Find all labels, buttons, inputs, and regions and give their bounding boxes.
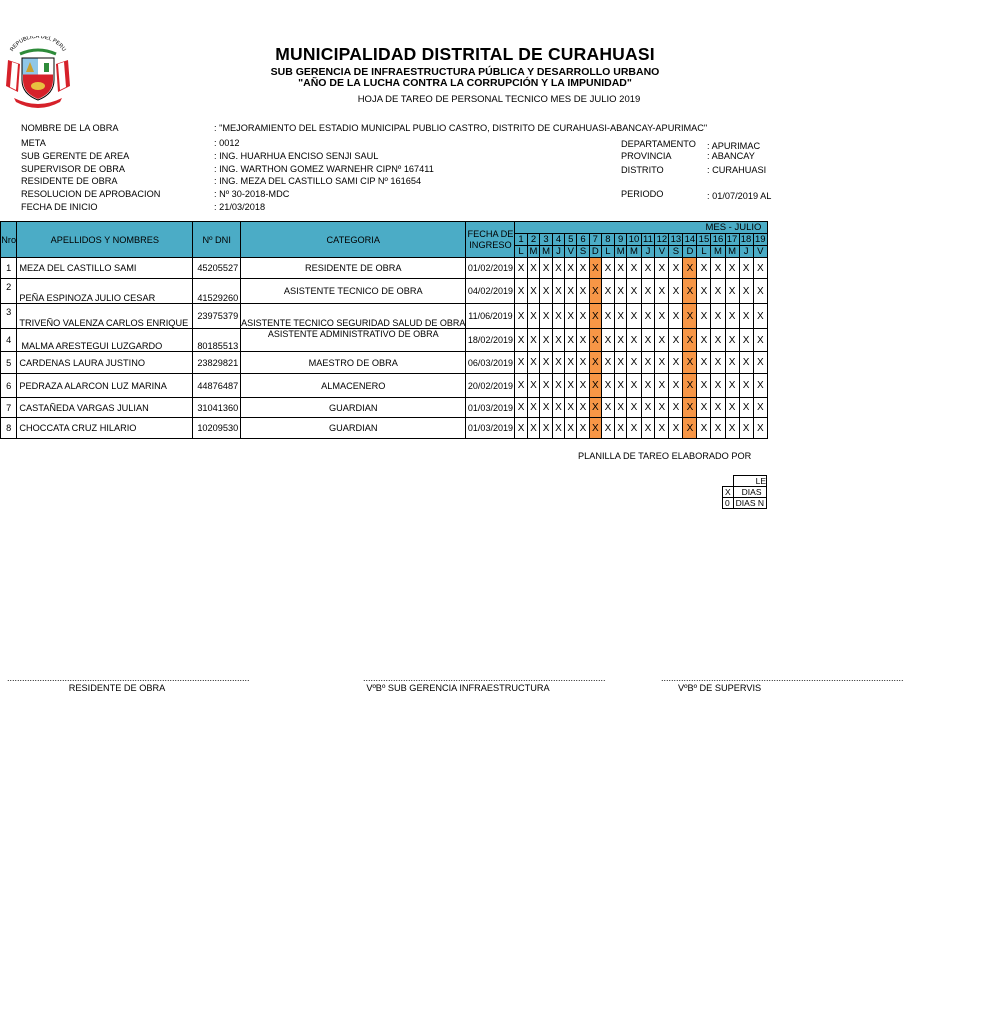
info-label: DISTRITO [621,165,664,175]
attendance-cell: X [515,418,527,439]
attendance-cell: X [589,398,601,418]
header-nro: Nro [1,222,17,258]
attendance-cell: X [577,352,589,374]
attendance-cell: X [577,374,589,398]
attendance-cell: X [627,398,641,418]
attendance-cell: X [515,329,527,352]
weekday-header: V [655,246,669,258]
row-fecha: 06/03/2019 [466,352,515,374]
attendance-cell: X [641,304,655,329]
attendance-cell: X [601,374,614,398]
attendance-cell: X [697,279,711,304]
attendance-cell: X [725,418,739,439]
attendance-cell: X [669,418,683,439]
attendance-cell: X [739,258,753,279]
attendance-cell: X [540,398,553,418]
attendance-cell: X [565,352,577,374]
attendance-cell: X [697,374,711,398]
attendance-cell: X [540,352,553,374]
row-nro: 8 [1,418,17,439]
attendance-cell: X [683,279,697,304]
row-categoria: ALMACENERO [241,374,466,398]
attendance-cell: X [711,398,725,418]
weekday-header: M [527,246,540,258]
row-fecha: 04/02/2019 [466,279,515,304]
attendance-cell: X [565,258,577,279]
attendance-cell: X [589,329,601,352]
attendance-cell: X [655,279,669,304]
row-fecha: 11/06/2019 [466,304,515,329]
attendance-cell: X [655,352,669,374]
attendance-cell: X [527,352,540,374]
signature-line: ................................................................................................. [7,673,250,683]
attendance-cell: X [577,258,589,279]
attendance-cell: X [669,329,683,352]
info-value: : ING. HUARHUA ENCISO SENJI SAUL [214,151,379,161]
info-label: META [21,138,46,148]
attendance-cell: X [711,279,725,304]
signature-line: ................................................................................................. [363,673,606,683]
table-row [1,352,768,374]
attendance-cell: X [601,329,614,352]
attendance-cell: X [725,374,739,398]
header-fecha: FECHA DE INGRESO [466,222,515,258]
attendance-cell: X [614,418,627,439]
attendance-cell: X [540,374,553,398]
attendance-cell: X [552,279,564,304]
attendance-cell: X [739,418,753,439]
attendance-cell: X [655,398,669,418]
attendance-cell: X [614,258,627,279]
weekday-header: L [601,246,614,258]
row-dni: 45205527 [193,258,241,279]
attendance-cell: X [627,374,641,398]
legend-table [722,475,767,509]
attendance-cell: X [683,329,697,352]
day-number-header: 8 [601,234,614,246]
info-label: PROVINCIA [621,151,672,161]
attendance-cell: X [711,329,725,352]
row-nombre: CASTAÑEDA VARGAS JULIAN [17,398,193,418]
attendance-cell: X [627,329,641,352]
row-fecha: 20/02/2019 [466,374,515,398]
weekday-header: S [669,246,683,258]
attendance-cell: X [627,258,641,279]
row-nombre: CARDENAS LAURA JUSTINO [17,352,193,374]
attendance-cell: X [527,304,540,329]
attendance-cell: X [601,258,614,279]
attendance-cell: X [683,374,697,398]
day-number-header: 14 [684,233,696,245]
attendance-cell: X [753,279,767,304]
attendance-cell: X [540,418,553,439]
attendance-cell: X [697,398,711,418]
row-categoria: GUARDIAN [241,398,466,418]
attendance-cell: X [614,374,627,398]
signature-supervisor: VºBº DE SUPERVIS [678,683,762,693]
table-row [1,279,768,304]
row-categoria: ASISTENTE TECNICO SEGURIDAD SALUD DE OBRA [241,304,466,329]
legend-desc: DIAS N [733,498,766,509]
attendance-cell: X [627,418,641,439]
row-nro: 1 [1,258,17,279]
attendance-cell: X [601,398,614,418]
attendance-cell: X [753,304,767,329]
attendance-cell: X [577,418,589,439]
attendance-cell: X [552,329,564,352]
attendance-cell: X [725,279,739,304]
attendance-cell: X [711,258,725,279]
attendance-cell: X [589,304,601,329]
attendance-cell: X [565,279,577,304]
weekday-header: M [725,246,739,258]
day-number-header: 13 [670,233,682,245]
row-dni: 10209530 [193,418,241,439]
attendance-cell: X [641,258,655,279]
day-number-header: 18 [740,233,752,245]
weekday-header: J [552,246,564,258]
attendance-cell: X [669,374,683,398]
attendance-cell: X [725,304,739,329]
attendance-cell: X [739,304,753,329]
row-fecha: 01/03/2019 [466,418,515,439]
attendance-cell: X [552,304,564,329]
weekday-header: D [589,246,601,258]
row-fecha: 18/02/2019 [466,329,515,352]
attendance-cell: X [552,352,564,374]
day-number-header: 4 [552,234,564,246]
subtitle-hoja: HOJA DE TAREO DE PERSONAL TECNICO MES DE JULIO 2019 [357,94,641,105]
attendance-cell: X [739,398,753,418]
attendance-cell: X [589,374,601,398]
day-number-header: 7 [589,234,601,246]
attendance-cell: X [641,329,655,352]
row-nro: 5 [1,352,17,374]
info-value: : Nº 30-2018-MDC [214,189,290,199]
legend-code: X [723,487,734,498]
row-nro: 2 [1,279,17,304]
row-nro: 7 [1,398,17,418]
day-number-header: 15 [698,233,710,245]
table-row [1,374,768,398]
weekday-header: V [565,246,577,258]
attendance-cell: X [725,398,739,418]
attendance-cell: X [565,418,577,439]
info-value: : APURIMAC [707,141,761,151]
row-dni: 23829821 [193,352,241,374]
attendance-cell: X [540,279,553,304]
row-nro: 6 [1,374,17,398]
info-label: DEPARTAMENTO [621,139,696,149]
info-value: : 01/07/2019 AL [707,191,772,201]
tareo-table [0,221,768,439]
day-number-header: 9 [614,234,627,246]
subtitle-ano: "AÑO DE LA LUCHA CONTRA LA CORRUPCIÓN Y LA IMPUNIDAD" [298,77,632,89]
attendance-cell: X [697,258,711,279]
attendance-cell: X [565,374,577,398]
legend-desc: DIAS [733,487,766,498]
attendance-cell: X [552,418,564,439]
attendance-cell: X [565,304,577,329]
attendance-cell: X [697,352,711,374]
row-categoria: RESIDENTE DE OBRA [241,258,466,279]
attendance-cell: X [641,352,655,374]
row-dni: 23975379 [193,304,241,329]
day-number-header: 16 [712,233,724,245]
attendance-cell: X [515,304,527,329]
attendance-cell: X [614,398,627,418]
weekday-header: M [540,246,553,258]
day-number-header: 19 [755,233,766,245]
attendance-cell: X [655,374,669,398]
attendance-cell: X [527,329,540,352]
signature-line: ................................................................................................. [661,673,904,683]
attendance-cell: X [669,258,683,279]
attendance-cell: X [725,258,739,279]
attendance-cell: X [515,374,527,398]
attendance-cell: X [614,304,627,329]
attendance-cell: X [515,352,527,374]
info-value: : "MEJORAMIENTO DEL ESTADIO MUNICIPAL PUBLIO CASTRO, DISTRITO DE CURAHUASI-ABANCAY-APURIMAC" [214,123,708,133]
attendance-cell: X [655,258,669,279]
subtitle-gerencia: SUB GERENCIA DE INFRAESTRUCTURA PÚBLICA Y DESARROLLO URBANO [270,66,660,78]
info-value: : ING. MEZA DEL CASTILLO SAMI CIP Nº 161654 [214,176,422,186]
attendance-cell: X [515,398,527,418]
attendance-cell: X [655,418,669,439]
attendance-cell: X [753,374,767,398]
row-nombre: MEZA DEL CASTILLO SAMI [17,258,193,279]
attendance-cell: X [527,279,540,304]
attendance-cell: X [739,374,753,398]
attendance-cell: X [683,418,697,439]
row-dni: 41529260 [193,279,241,304]
day-number-header: 5 [565,234,577,246]
header-categoria: CATEGORIA [241,222,466,258]
day-number-header: 2 [527,234,540,246]
info-value: : 0012 [214,138,240,148]
header-nombres: APELLIDOS Y NOMBRES [17,222,193,258]
header-mes: MES - JULIO [515,222,768,234]
info-value: : CURAHUASI [707,165,767,175]
row-categoria: MAESTRO DE OBRA [241,352,466,374]
attendance-cell: X [641,279,655,304]
attendance-cell: X [614,352,627,374]
attendance-cell: X [589,279,601,304]
row-nombre: MALMA ARESTEGUI LUZGARDO [17,329,193,352]
info-label: NOMBRE DE LA OBRA [21,123,119,133]
signature-subgerencia: VºBº SUB GERENCIA INFRAESTRUCTURA [366,683,550,693]
weekday-header: L [515,246,527,258]
attendance-cell: X [627,279,641,304]
attendance-cell: X [711,418,725,439]
attendance-cell: X [552,398,564,418]
row-categoria: GUARDIAN [241,418,466,439]
attendance-cell: X [627,304,641,329]
table-row [1,329,768,352]
attendance-cell: X [641,374,655,398]
attendance-cell: X [565,329,577,352]
attendance-cell: X [655,304,669,329]
row-nro: 4 [1,329,17,352]
weekday-header: J [641,246,655,258]
attendance-cell: X [515,258,527,279]
attendance-cell: X [753,258,767,279]
info-value: : ABANCAY [707,151,755,161]
info-label: RESIDENTE DE OBRA [21,176,118,186]
day-number-header: 1 [515,234,527,246]
attendance-cell: X [725,352,739,374]
info-label: SUPERVISOR DE OBRA [21,164,125,174]
logo-text: REPUBLICA DEL PERU [9,36,67,53]
row-dni: 31041360 [193,398,241,418]
attendance-cell: X [683,304,697,329]
table-row [1,304,768,329]
row-fecha: 01/03/2019 [466,398,515,418]
attendance-cell: X [711,374,725,398]
info-label: SUB GERENTE DE AREA [21,151,130,161]
attendance-cell: X [552,374,564,398]
row-nombre: CHOCCATA CRUZ HILARIO [17,418,193,439]
attendance-cell: X [515,279,527,304]
info-label: FECHA DE INICIO [21,202,98,212]
info-right-block [621,138,772,208]
attendance-cell: X [753,418,767,439]
attendance-cell: X [540,329,553,352]
legend-title: LE [733,476,766,487]
attendance-cell: X [669,398,683,418]
weekday-header: D [683,246,697,258]
attendance-cell: X [697,329,711,352]
table-row [1,258,768,279]
attendance-cell: X [669,279,683,304]
attendance-cell: X [753,329,767,352]
attendance-cell: X [601,352,614,374]
attendance-cell: X [601,279,614,304]
day-number-header: 12 [656,233,668,245]
table-row [1,398,768,418]
attendance-cell: X [589,258,601,279]
attendance-cell: X [527,374,540,398]
attendance-cell: X [527,398,540,418]
attendance-cell: X [527,418,540,439]
attendance-cell: X [683,258,697,279]
info-label: RESOLUCION DE APROBACION [21,189,161,199]
header-dni: Nº DNI [193,222,241,258]
weekday-header: M [627,246,641,258]
day-number-header: 3 [540,234,553,246]
row-nombre: PEDRAZA ALARCON LUZ MARINA [17,374,193,398]
day-number-header: 10 [628,233,640,245]
row-nro: 3 [1,304,17,329]
attendance-cell: X [739,279,753,304]
attendance-cell: X [725,329,739,352]
table-row [1,418,768,439]
legend-code: 0 [723,498,734,509]
attendance-cell: X [711,352,725,374]
day-number-header: 6 [577,234,589,246]
attendance-cell: X [641,418,655,439]
attendance-cell: X [697,418,711,439]
attendance-cell: X [655,329,669,352]
attendance-cell: X [565,398,577,418]
attendance-cell: X [641,398,655,418]
attendance-cell: X [540,304,553,329]
attendance-cell: X [577,398,589,418]
attendance-cell: X [601,304,614,329]
row-categoria: ASISTENTE TECNICO DE OBRA [241,279,466,304]
attendance-cell: X [589,418,601,439]
attendance-cell: X [577,304,589,329]
weekday-header: M [711,246,725,258]
row-dni: 44876487 [193,374,241,398]
attendance-cell: X [527,258,540,279]
elaborado-label: PLANILLA DE TAREO ELABORADO POR [578,451,752,461]
attendance-cell: X [753,398,767,418]
attendance-cell: X [683,398,697,418]
row-categoria: ASISTENTE ADMINISTRATIVO DE OBRA [241,329,466,352]
row-dni: 80185513 [193,329,241,352]
attendance-cell: X [683,352,697,374]
attendance-cell: X [669,352,683,374]
row-nombre: PEÑA ESPINOZA JULIO CESAR [17,279,193,304]
attendance-cell: X [697,304,711,329]
weekday-header: S [577,246,589,258]
attendance-cell: X [627,352,641,374]
attendance-cell: X [739,352,753,374]
page-title: MUNICIPALIDAD DISTRITAL DE CURAHUASI [275,44,655,64]
info-label: PERIODO [621,189,664,199]
attendance-cell: X [577,279,589,304]
attendance-cell: X [614,279,627,304]
attendance-cell: X [552,258,564,279]
info-value: : ING. WARTHON GOMEZ WARNEHR CIPNº 167411 [214,164,434,174]
attendance-cell: X [577,329,589,352]
row-fecha: 01/02/2019 [466,258,515,279]
weekday-header: M [614,246,627,258]
day-number-header: 17 [726,233,738,245]
weekday-header: J [739,246,753,258]
row-nombre: TRIVEÑO VALENZA CARLOS ENRIQUE [17,304,193,329]
attendance-cell: X [711,304,725,329]
attendance-cell: X [540,258,553,279]
weekday-header: L [697,246,711,258]
signature-residente: RESIDENTE DE OBRA [68,683,166,693]
weekday-header: V [753,246,767,258]
attendance-cell: X [739,329,753,352]
info-value: : 21/03/2018 [214,202,266,212]
attendance-cell: X [614,329,627,352]
attendance-cell: X [589,352,601,374]
day-number-header: 11 [643,233,653,245]
attendance-cell: X [753,352,767,374]
attendance-cell: X [669,304,683,329]
attendance-cell: X [601,418,614,439]
